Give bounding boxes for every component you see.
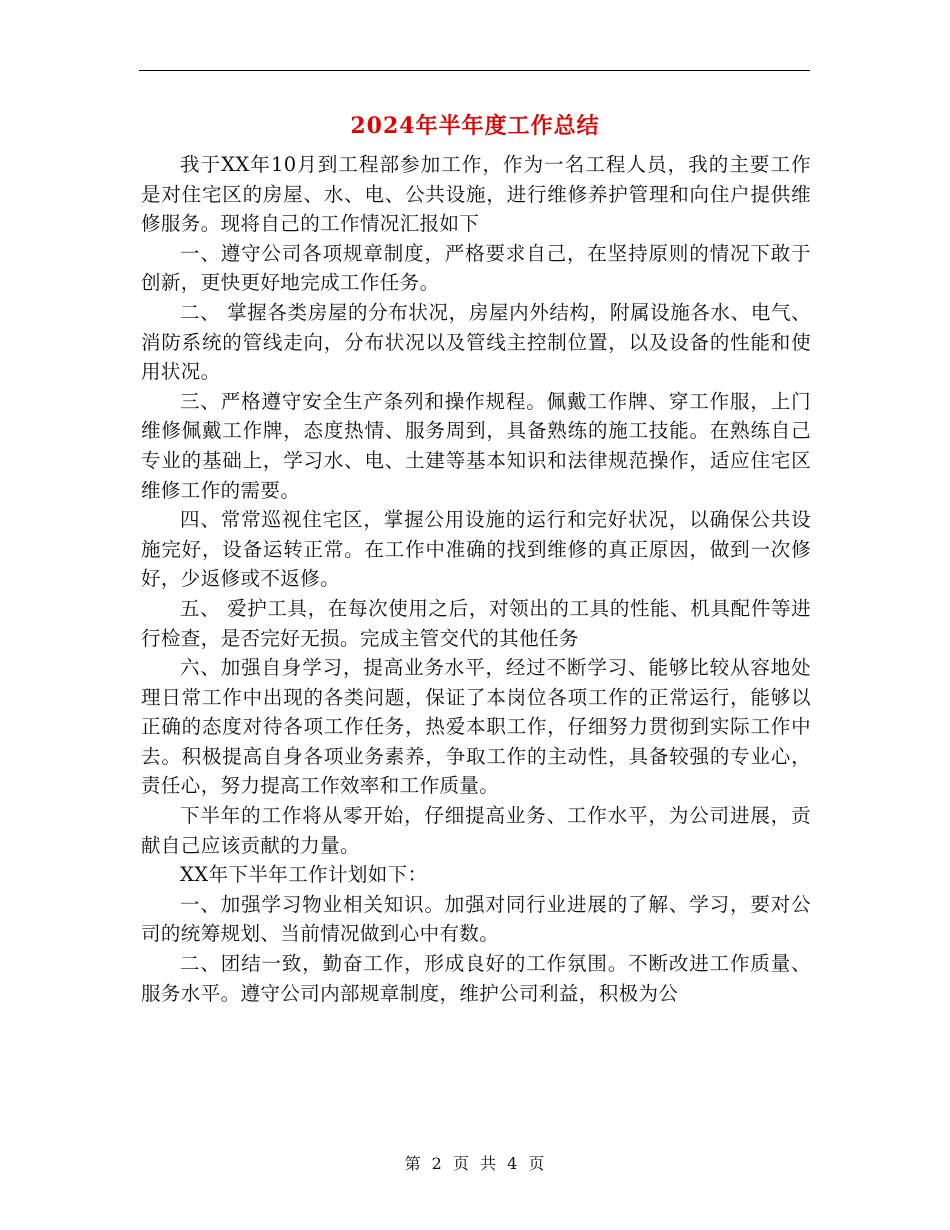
plan-item-1: 一、加强学习物业相关知识。加强对同行业进展的了解、学习，要对公司的统筹规划、当前情况做到心中有数。: [141, 892, 811, 946]
document-title: 2024年半年度工作总结: [350, 113, 600, 139]
plan-heading: XX年下半年工作计划如下：: [180, 863, 428, 887]
paragraph-item-6: 六、加强自身学习，提高业务水平，经过不断学习、能够比较从容地处理日常工作中出现的各类问题，保证了本岗位各项工作的正常运行，能够以正确的态度对待各项工作任务，热爱本职工作，仔细努力贯彻到实际工作中去。积极提高自身各项业务素养，争取工作的主动性，具备较强的专业心，责任心，努力提高工作效率和工作质量。: [141, 656, 811, 798]
paragraph-item-5: 五、 爱护工具，在每次使用之后，对领出的工具的性能、机具配件等进行检查，是否完好无损。完成主管交代的其他任务: [141, 596, 811, 650]
paragraph-item-2: 二、 掌握各类房屋的分布状况，房屋内外结构，附属设施各水、电气、消防系统的管线走向，分布状况以及管线主控制位置，以及设备的性能和使用状况。: [141, 300, 811, 384]
paragraph-intro: 我于XX年10月到工程部参加工作，作为一名工程人员，我的主要工作是对住宅区的房屋、水、电、公共设施，进行维修养护管理和向住户提供维修服务。现将自己的工作情况汇报如下: [141, 153, 811, 236]
paragraph-item-3: 三、严格遵守安全生产条列和操作规程。佩戴工作牌、穿工作服，上门维修佩戴工作牌，态度热情、服务周到，具备熟练的施工技能。在熟练自己专业的基础上，学习水、电、土建等基本知识和法律规范操作，适应住宅区维修工作的需要。: [141, 389, 811, 502]
paragraph-outlook: 下半年的工作将从零开始，仔细提高业务、工作水平，为公司进展，贡献自己应该贡献的力量。: [141, 804, 811, 857]
paragraph-item-1: 一、遵守公司各项规章制度，严格要求自己，在坚持原则的情况下敢于创新，更快更好地完成工作任务。: [141, 241, 811, 295]
header-rule: [139, 70, 810, 71]
page-number: 第 2 页 共 4 页: [404, 1154, 546, 1173]
paragraph-item-4: 四、常常巡视住宅区，掌握公用设施的运行和完好状况，以确保公共设施完好，设备运转正常。在工作中准确的找到维修的真正原因，做到一次修好，少返修或不返修。: [141, 508, 811, 591]
document-body: [141, 150, 811, 1008]
plan-item-2: 二、团结一致，勤奋工作，形成良好的工作氛围。不断改进工作质量、服务水平。遵守公司内部规章制度，维护公司利益，积极为公: [141, 952, 811, 1005]
